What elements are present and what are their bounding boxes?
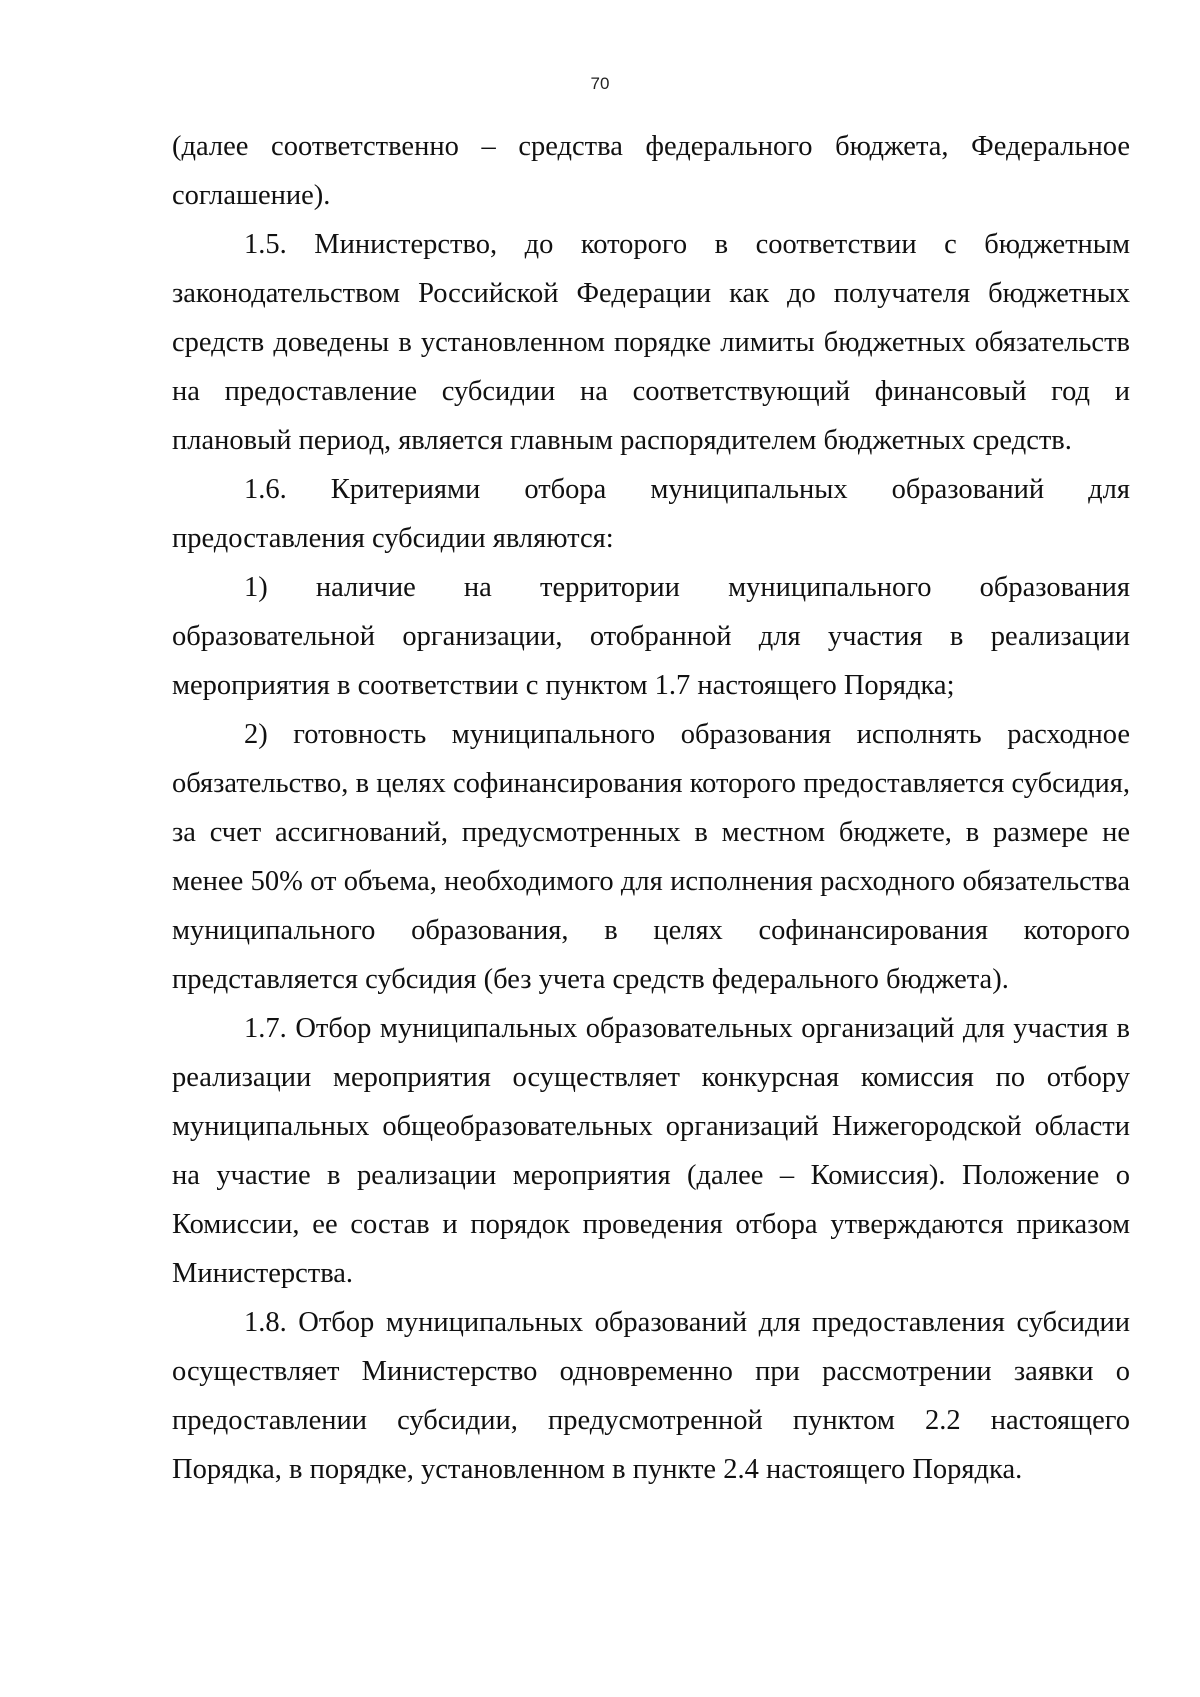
paragraph-1-8: 1.8. Отбор муниципальных образований для предоставления субсидии осуществляет Министерство одновременно при рассмотрении заявки о предоставлении субсидии, предусмотренной пунктом 2.2 настоящего Порядка, в порядке, установленном в пункте 2.4 настоящего Порядка. [172, 1307, 1130, 1485]
paragraph-continuation: (далее соответственно – средства федерального бюджета, Федеральное соглашение). [172, 131, 1130, 211]
paragraph-1-6-item-2: 2) готовность муниципального образования исполнять расходное обязательство, в целях софинансирования которого предоставляется субсидия, за счет ассигнований, предусмотренных в местном бюджете, в размере не менее 50% от объема, необходимого для исполнения расходного обязательства муниципального образования, в целях софинансирования которого представляется субсидия (без учета средств федерального бюджета). [172, 719, 1130, 995]
page-number: 70 [590, 74, 610, 93]
document-body [172, 122, 1130, 1494]
paragraph-1-5: 1.5. Министерство, до которого в соответствии с бюджетным законодательством Российской Федерации как до получателя бюджетных средств доведены в установленном порядке лимиты бюджетных обязательств на предоставление субсидии на соответствующий финансовый год и плановый период, является главным распорядителем бюджетных средств. [172, 229, 1130, 456]
paragraph-1-6-item-1: 1) наличие на территории муниципального образования образовательной организации, отобранной для участия в реализации мероприятия в соответствии с пунктом 1.7 настоящего Порядка; [172, 572, 1130, 701]
paragraph-1-7: 1.7. Отбор муниципальных образовательных организаций для участия в реализации мероприятия осуществляет конкурсная комиссия по отбору муниципальных общеобразовательных организаций Нижегородской области на участие в реализации мероприятия (далее – Комиссия). Положение о Комиссии, ее состав и порядок проведения отбора утверждаются приказом Министерства. [172, 1013, 1130, 1289]
paragraph-1-6: 1.6. Критериями отбора муниципальных образований для предоставления субсидии являются: [172, 474, 1130, 554]
